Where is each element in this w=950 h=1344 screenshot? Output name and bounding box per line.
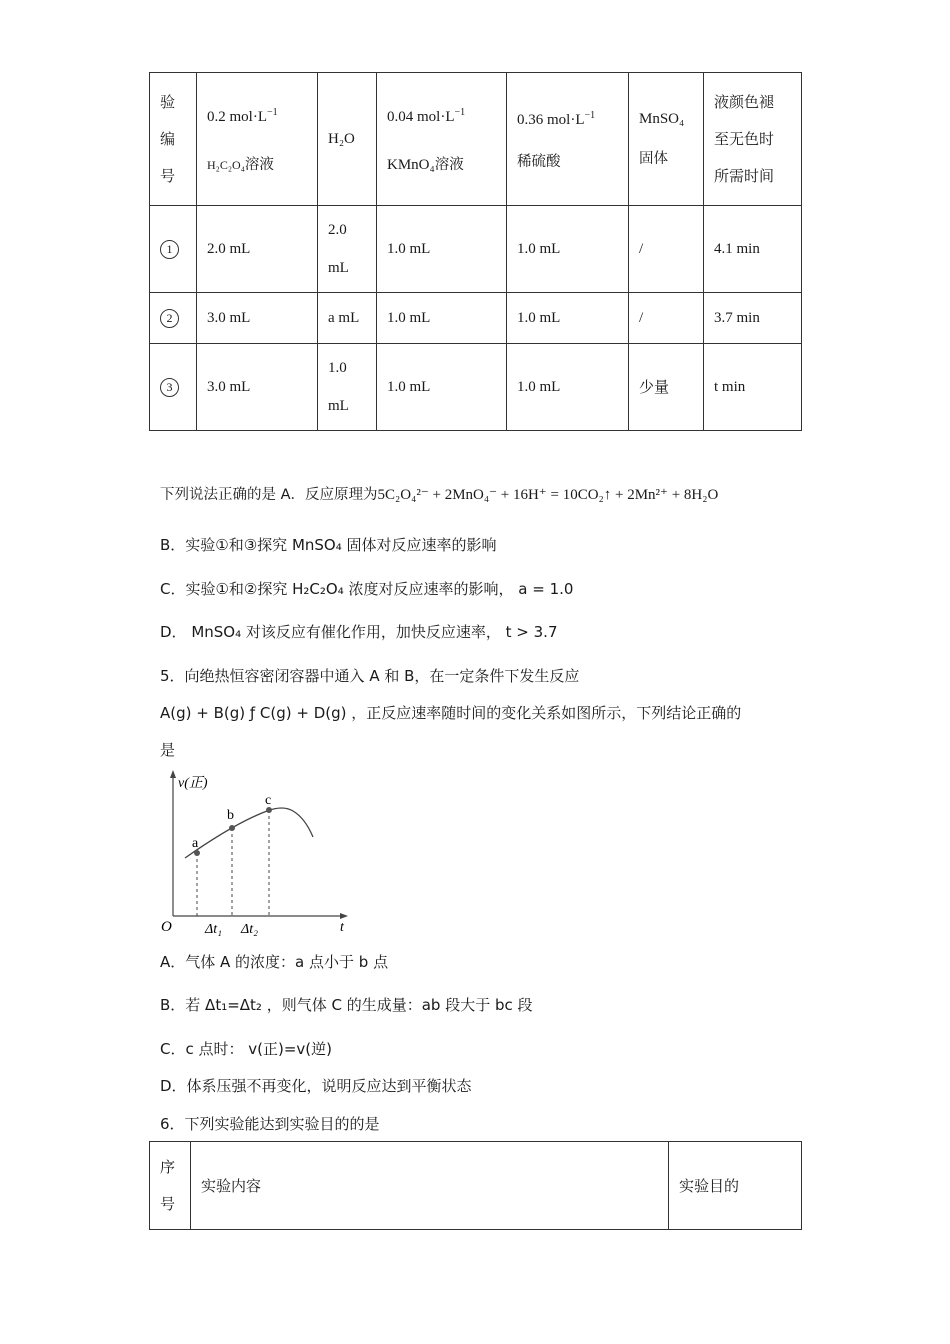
cell: 2.0 mL	[197, 206, 318, 293]
q4-option-c: C．实验①和②探究 H₂C₂O₄ 浓度对反应速率的影响， a = 1.0	[160, 580, 574, 598]
q4-option-d: D． MnSO₄ 对该反应有催化作用，加快反应速率， t > 3.7	[160, 623, 558, 641]
header-content: 实验内容	[191, 1142, 669, 1230]
q5-option-d: D．体系压强不再变化，说明反应达到平衡状态	[160, 1077, 472, 1095]
table-row	[150, 293, 802, 344]
q4-option-b: B．实验①和③探究 MnSO₄ 固体对反应速率的影响	[160, 536, 497, 554]
row-number: 1	[160, 240, 179, 259]
table-header-row	[150, 1142, 802, 1230]
q5-option-b: B．若 Δt₁=Δt₂ ，则气体 C 的生成量：ab 段大于 bc 段	[160, 996, 533, 1014]
cell: 1.0 mL	[377, 293, 507, 344]
cell: a mL	[318, 293, 377, 344]
experiment-purpose-table	[149, 1141, 802, 1230]
cell: 1.0 mL	[318, 344, 377, 431]
row-number: 2	[160, 309, 179, 328]
point-b	[229, 825, 235, 831]
q5-stem-line3: 是	[160, 741, 176, 759]
x-axis-arrow	[340, 913, 348, 919]
cell: /	[629, 293, 704, 344]
cell: 少量	[629, 344, 704, 431]
q5-stem-line2: A(g) + B(g) ƒ C(g) + D(g) ，正反应速率随时间的变化关系如图所示，下列结论正确的	[160, 704, 742, 722]
q5-option-a: A．气体 A 的浓度：a 点小于 b 点	[160, 953, 389, 971]
q6-stem: 6．下列实验能达到实验目的的是	[160, 1115, 380, 1133]
row-number: 3	[160, 378, 179, 397]
y-axis-arrow	[170, 770, 176, 778]
header-time: 液颜色褪 至无色时 所需时间	[704, 73, 802, 206]
header-sulfuric-acid: 0.36 $mol\cdot L^{-1}$ 稀硫酸	[507, 73, 629, 206]
q5-option-c: C．c 点时： v(正)=v(逆)	[160, 1040, 332, 1058]
cell: 3.7 min	[704, 293, 802, 344]
q4-stem: 下列说法正确的是 A．反应原理为5C₂O₄²⁻ + 2MnO₄⁻ + 16H⁺ = 10CO₂↑ + 2Mn²⁺ + 8H₂O	[160, 487, 719, 503]
dt1-label: Δt₁	[205, 922, 222, 937]
cell: 2.0 mL	[318, 206, 377, 293]
header-water: H₂O	[318, 73, 377, 206]
cell: 4.1 min	[704, 206, 802, 293]
q5-stem-line1: 5．向绝热恒容密闭容器中通入 A 和 B，在一定条件下发生反应	[160, 667, 580, 685]
cell: 1.0 mL	[507, 293, 629, 344]
point-a-label: a	[192, 836, 199, 851]
cell: 1.0 mL	[377, 344, 507, 431]
header-number: 序 号	[150, 1142, 191, 1230]
experiment-table	[149, 72, 802, 431]
cell: t min	[704, 344, 802, 431]
header-oxalic-acid: 0.2 $mol\cdot L^{-1}$ H₂C₂O₄溶液	[197, 73, 318, 206]
rate-curve	[185, 808, 313, 858]
cell: 1.0 mL	[507, 344, 629, 431]
cell: 3.0 mL	[197, 293, 318, 344]
header-number: 验 编 号	[150, 73, 197, 206]
dt2-label: Δt₂	[241, 922, 258, 937]
table-header-row	[150, 73, 802, 206]
table-row	[150, 344, 802, 431]
x-axis-label: t	[340, 920, 344, 935]
rate-time-graph	[155, 765, 355, 945]
point-c-label: c	[265, 793, 272, 808]
table-row	[150, 206, 802, 293]
cell: /	[629, 206, 704, 293]
cell: 1.0 mL	[507, 206, 629, 293]
header-mnso4: MnSO₄ 固体	[629, 73, 704, 206]
reaction-equation: 5C₂O₄²⁻ + 2MnO₄⁻ + 16H⁺ = 10CO₂↑ + 2Mn²⁺ + 8H₂O	[377, 487, 719, 503]
cell: 3.0 mL	[197, 344, 318, 431]
cell: 1.0 mL	[377, 206, 507, 293]
point-b-label: b	[227, 808, 234, 823]
header-kmno4: 0.04 $mol\cdot L^{-1}$ KMnO₄溶液	[377, 73, 507, 206]
header-purpose: 实验目的	[669, 1142, 802, 1230]
origin-label: O	[161, 919, 172, 935]
y-axis-label: v(正)	[178, 776, 208, 791]
